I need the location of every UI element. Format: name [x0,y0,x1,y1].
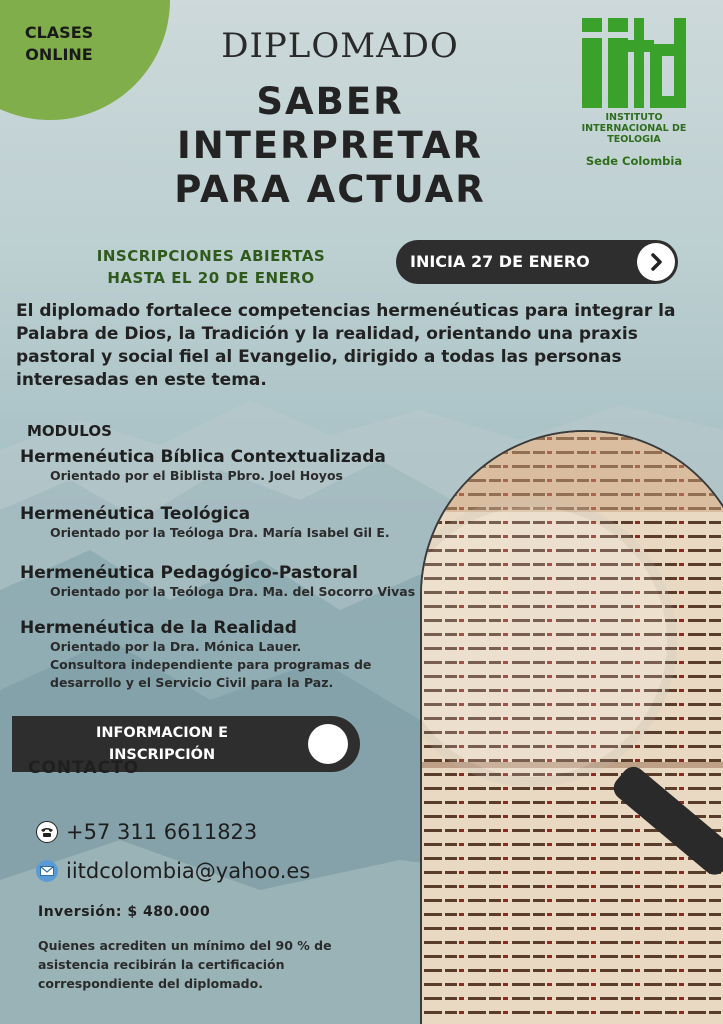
module-name: Hermenéutica de la Realidad [20,618,297,638]
phone-row[interactable] [36,820,257,844]
module-instructor-detail: Consultora independiente para programas de [50,657,372,672]
logo-sede: Sede Colombia [585,154,683,168]
circle-icon [308,724,348,764]
module-item [20,563,490,601]
logo-institution: INSTITUTO INTERNACIONAL DE TEOLOGIA [581,112,687,145]
start-date-label: INICIA 27 DE ENERO [410,252,590,271]
certification-note: Quienes acrediten un mínimo del 90 % de asistencia recibirán la certificación correspondiente del diplomado. [38,938,332,991]
module-name: Hermenéutica Bíblica Contextualizada [20,447,386,467]
module-instructor: Orientado por la Teóloga Dra. Ma. del Socorro Vivas [50,584,416,599]
module-name: Hermenéutica Pedagógico-Pastoral [20,563,358,583]
email-address: iitdcolombia@yahoo.es [66,859,311,883]
email-row[interactable] [36,859,310,883]
phone-icon [36,821,58,843]
diplomado-kicker: DIPLOMADO [221,26,459,66]
modules-heading: MODULOS [27,422,112,440]
registration-line-2: HASTA EL 20 DE ENERO [107,269,315,287]
contact-heading: CONTACTO [28,758,140,778]
module-item [20,504,490,542]
module-instructor-detail: desarrollo y el Servicio Civil para la Paz. [50,675,334,690]
investment: Inversión: $ 480.000 [38,904,211,920]
description: El diplomado fortalece competencias hermenéuticas para integrar la Palabra de Dios, la Tradición y la realidad, orientando una praxis pastoral y social fiel al Evangelio, dirigido a todas las personas interesadas en este tema. [16,301,676,390]
module-name: Hermenéutica Teológica [20,504,251,524]
module-item [20,447,490,485]
title-line-2: INTERPRETAR [176,124,484,167]
registration-notice [66,245,356,289]
module-item [20,618,490,692]
info-button-line-2: INSCRIPCIÓN [108,747,216,763]
info-button-line-1: INFORMACION E [95,725,229,741]
title-line-1: SABER [256,80,404,123]
start-date-button[interactable] [396,240,678,284]
phone-number: +57 311 6611823 [66,820,258,844]
email-icon [36,860,58,882]
chevron-right-icon [637,243,675,281]
registration-line-1: INSCRIPCIONES ABIERTAS [96,247,326,265]
title-line-3: PARA ACTUAR [174,168,486,211]
iitd-logo [578,14,688,110]
page-title [120,80,540,212]
module-instructor: Orientado por la Dra. Mónica Lauer. [50,639,302,654]
clases-online-badge: CLASES ONLINE [24,23,94,64]
module-instructor: Orientado por el Biblista Pbro. Joel Hoyos [50,468,343,483]
module-instructor: Orientado por la Teóloga Dra. María Isabel Gil E. [50,525,390,540]
